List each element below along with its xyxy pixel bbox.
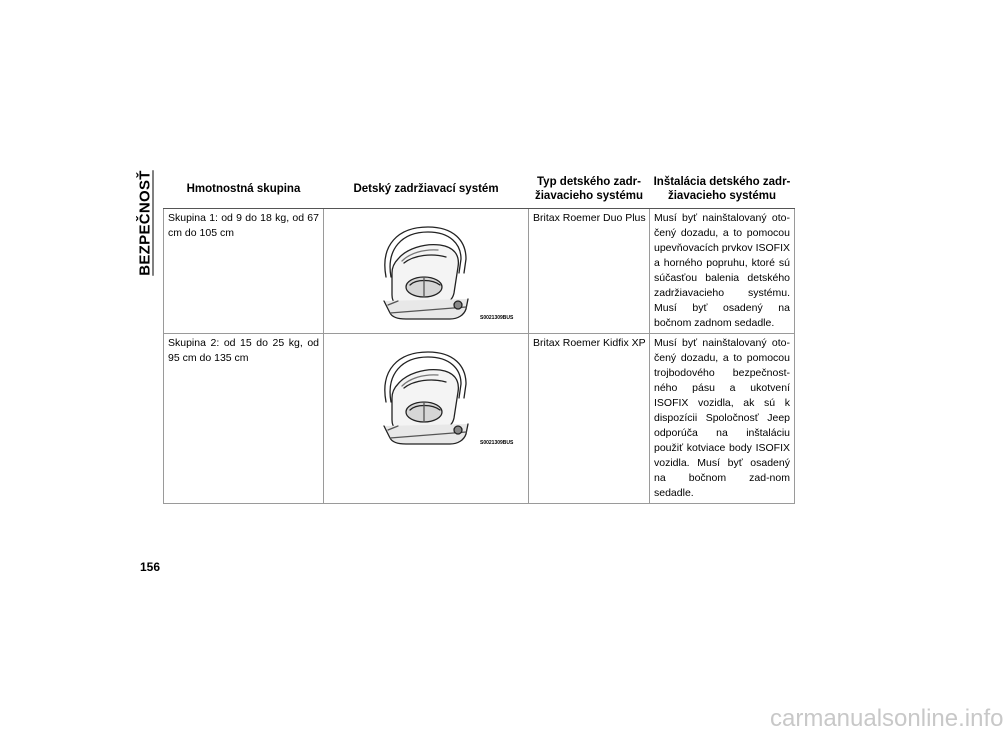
- page-number: 156: [140, 560, 161, 574]
- table-header-row: [164, 171, 795, 209]
- child-seat-icon: [328, 215, 534, 329]
- installation-cell: Musí byť nainštalovaný oto-čený dozadu, a to pomocou trojbodového bezpečnost-ného pásu a ukotvení ISOFIX vozidla, ak sú k dispozícii Spoločnosť Jeep odporúča na inštaláciu použiť kotviace body ISOFIX vozidla. Musí byť osadený na bočnom zad-nom sedadle.: [650, 334, 795, 504]
- header-installation: Inštalácia detského zadr- žiavacieho systému: [650, 171, 795, 209]
- restraint-type-cell: Britax Roemer Duo Plus: [529, 209, 650, 334]
- header-restraint-type: Typ detského zadr- žiavacieho systému: [529, 171, 650, 209]
- child-restraint-table: [163, 171, 795, 504]
- child-seat-icon: [328, 340, 534, 454]
- table-row: [164, 334, 795, 504]
- watermark: carmanualsonline.info: [770, 705, 1003, 732]
- header-weight-group: Hmotnostná skupina: [164, 171, 324, 209]
- image-code: S0021309BUS: [480, 315, 514, 321]
- restraint-image-cell: [324, 334, 529, 504]
- restraint-type-cell: Britax Roemer Kidfix XP: [529, 334, 650, 504]
- section-title: [132, 160, 158, 286]
- header-child-restraint: Detský zadržiavací systém: [324, 171, 529, 209]
- image-code: S0021309BUS: [480, 440, 514, 446]
- weight-group-cell: Skupina 1: od 9 do 18 kg, od 67 cm do 105 cm: [164, 209, 324, 334]
- weight-group-cell: Skupina 2: od 15 do 25 kg, od 95 cm do 135 cm: [164, 334, 324, 504]
- installation-cell: Musí byť nainštalovaný oto-čený dozadu, a to pomocou upevňovacích prvkov ISOFIX a horného popruhu, ktoré sú súčasťou balenia detského zadržiavacieho systému. Musí byť osadený na bočnom zadnom sedadle.: [650, 209, 795, 334]
- section-title-text: BEZPEČNOSŤ: [136, 170, 154, 276]
- restraint-image-cell: [324, 209, 529, 334]
- table-row: [164, 209, 795, 334]
